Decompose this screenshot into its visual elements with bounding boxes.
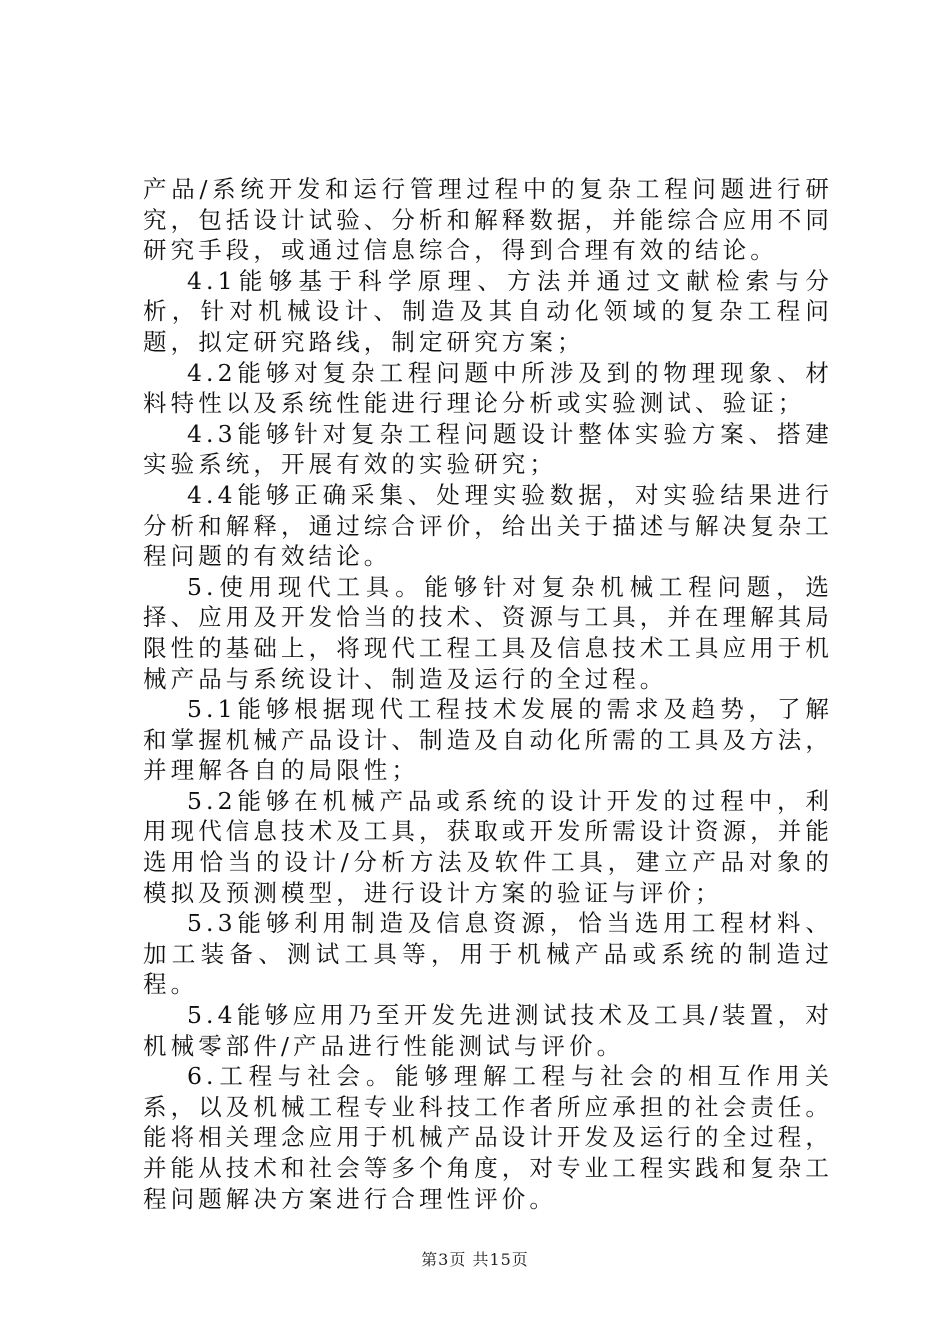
paragraph: 5.2能够在机械产品或系统的设计开发的过程中，利用现代信息技术及工具，获取或开发所需设计资源，并能选用恰当的设计/分析方法及软件工具，建立产品对象的模拟及预测模型，进行设计方案的验证与评价； [143, 786, 833, 907]
paragraph: 4.4能够正确采集、处理实验数据，对实验结果进行分析和解释，通过综合评价，给出关于描述与解决复杂工程问题的有效结论。 [143, 480, 833, 571]
paragraph: 5.1能够根据现代工程技术发展的需求及趋势，了解和掌握机械产品设计、制造及自动化所需的工具及方法，并理解各自的局限性； [143, 695, 833, 785]
paragraph: 产品/系统开发和运行管理过程中的复杂工程问题进行研究，包括设计试验、分析和解释数据，并能综合应用不同研究手段，或通过信息综合，得到合理有效的结论。 [143, 175, 833, 265]
document-body [143, 174, 833, 1214]
paragraph: 4.2能够对复杂工程问题中所涉及到的物理现象、材料特性以及系统性能进行理论分析或实验测试、验证； [143, 358, 833, 418]
paragraph: 5.使用现代工具。能够针对复杂机械工程问题，选择、应用及开发恰当的技术、资源与工具，并在理解其局限性的基础上，将现代工程工具及信息技术工具应用于机械产品与系统设计、制造及运行的全过程。 [143, 572, 833, 693]
page-number-footer: 第3页 共15页 [421, 1250, 529, 1269]
paragraph: 4.1能够基于科学原理、方法并通过文献检索与分析，针对机械设计、制造及其自动化领域的复杂工程问题，拟定研究路线，制定研究方案； [143, 266, 833, 356]
paragraph: 5.4能够应用乃至开发先进测试技术及工具/装置，对机械零部件/产品进行性能测试与评价。 [143, 1001, 833, 1060]
paragraph: 4.3能够针对复杂工程问题设计整体实验方案、搭建实验系统，开展有效的实验研究； [143, 419, 833, 479]
paragraph: 5.3能够利用制造及信息资源，恰当选用工程材料、加工装备、测试工具等，用于机械产品或系统的制造过程。 [143, 909, 833, 999]
paragraph: 6.工程与社会。能够理解工程与社会的相互作用关系，以及机械工程专业科技工作者所应承担的社会责任。能将相关理念应用于机械产品设计开发及运行的全过程，并能从技术和社会等多个角度，对专业工程实践和复杂工程问题解决方案进行合理性评价。 [143, 1062, 833, 1213]
